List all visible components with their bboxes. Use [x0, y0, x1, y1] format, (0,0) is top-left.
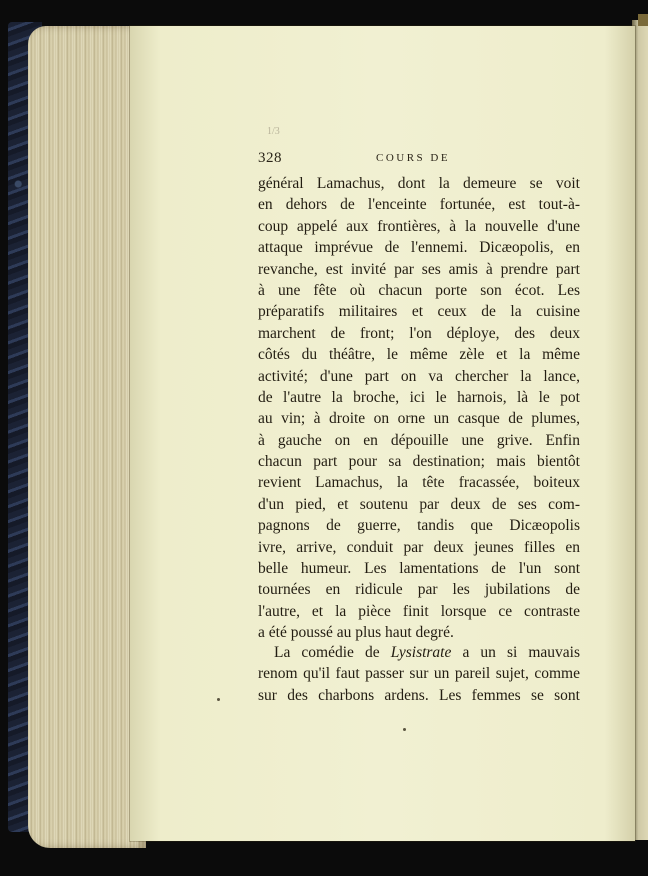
paper-speck [217, 698, 220, 701]
text-fragment: La comédie de [274, 644, 391, 661]
book-page [130, 26, 635, 841]
text-line: attaque imprévue de l'ennemi. Dicæopolis, en [258, 239, 580, 257]
text-line: marchent de front; l'on déploye, des deux [258, 324, 580, 342]
paragraph-1 [258, 173, 580, 644]
text-line: chacun part pour sa destination; mais bientôt [258, 453, 580, 471]
text-line [258, 642, 580, 663]
pencil-mark: 1/3 [267, 126, 280, 137]
text-line: général Lamachus, dont la demeure se voit [258, 175, 580, 192]
text-line: renom qu'il faut passer sur un pareil sujet, comme [258, 665, 580, 683]
text-line: en dehors de l'enceinte fortunée, est tout-à- [258, 196, 580, 214]
text-line: au vin; à droite on orne un casque de plumes, [258, 410, 580, 428]
text-line: l'autre, et la pièce finit lorsque ce contraste [258, 602, 580, 620]
work-title: Lysistrate [390, 644, 452, 661]
text-line: préparatifs militaires et ceux de la cuisine [258, 303, 580, 321]
paper-speck [403, 728, 406, 731]
text-line: sur des charbons ardens. Les femmes se sont [258, 686, 580, 704]
page-edges [28, 26, 146, 848]
text-line: à une fête où chacun porte son écot. Les [258, 281, 580, 299]
text-line: a été poussé au plus haut degré. [258, 624, 454, 642]
running-head: COURS DE [376, 152, 451, 164]
text-line: côtés du théâtre, le même zèle et la même [258, 346, 580, 364]
text-line: coup appelé aux frontières, à la nouvelle d'une [258, 217, 580, 235]
text-line: activité; d'une part on va chercher la lance, [258, 367, 580, 385]
text-line: de l'autre la broche, ici le harnois, là le pot [258, 388, 580, 406]
text-line: belle humeur. Les lamentations de l'un sont [258, 560, 580, 578]
text-line: à gauche on en dépouille une grive. Enfin [258, 431, 580, 449]
page-number: 328 [258, 150, 282, 166]
text-line: pagnons de guerre, tandis que Dicæopolis [258, 517, 580, 535]
text-line: d'un pied, et soutenu par deux de ses com- [258, 495, 580, 513]
text-fragment: a un si mauvais [451, 644, 581, 661]
text-line: revanche, est invité par ses amis à prendre part [258, 260, 580, 278]
paragraph-2 [258, 642, 580, 706]
page-header [258, 150, 574, 170]
text-line: revient Lamachus, la tête fracassée, boiteux [258, 474, 580, 492]
cover-corner [638, 14, 648, 26]
text-line: ivre, arrive, conduit par deux jeunes filles en [258, 538, 580, 556]
text-line: tournées en ridicule par les jubilations de [258, 581, 580, 599]
